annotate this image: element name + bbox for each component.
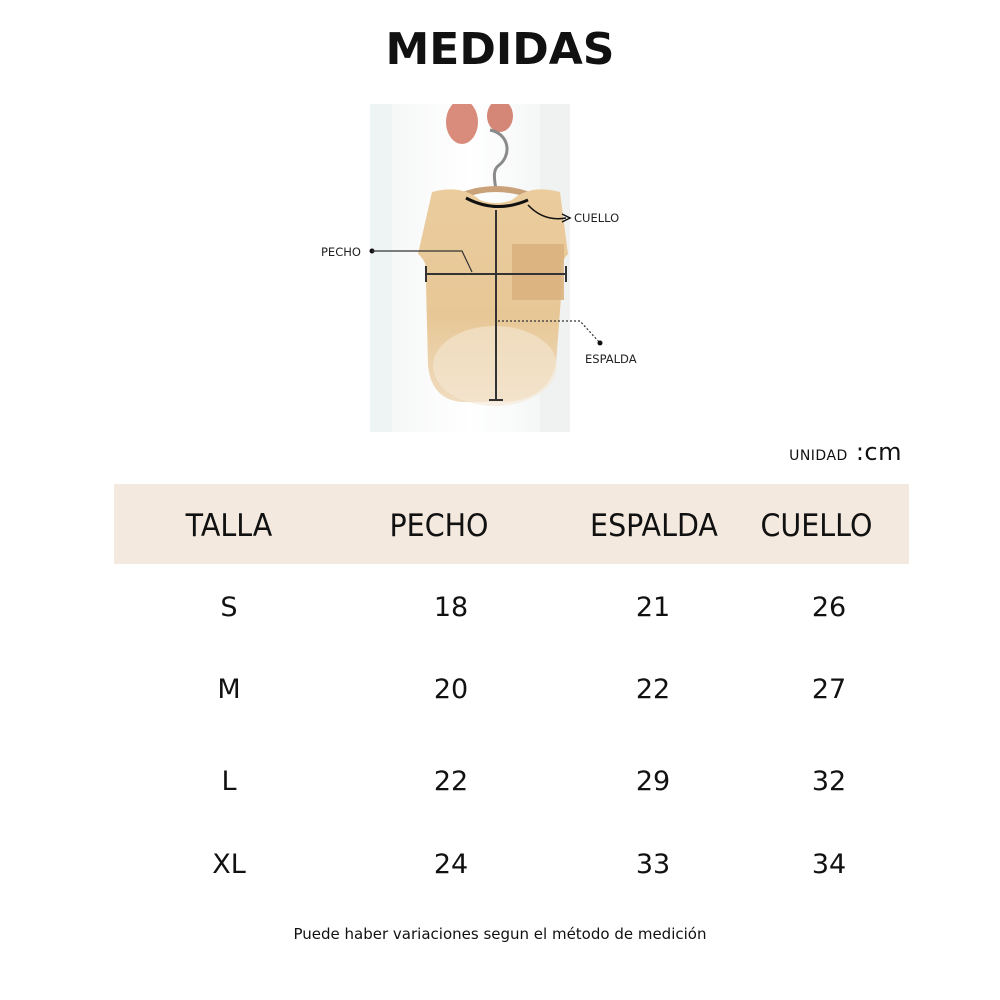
header-pecho: PECHO [389, 508, 489, 544]
cell-espalda: 33 [635, 849, 671, 880]
cell-cuello: 32 [811, 766, 847, 797]
header-cuello: CUELLO [760, 508, 873, 544]
header-talla: TALLA [185, 508, 273, 544]
table-row [114, 660, 909, 720]
label-cuello: CUELLO [574, 211, 620, 225]
unit-label: UNIDAD [789, 448, 848, 464]
unit-value: :cm [855, 438, 902, 466]
cell-pecho: 22 [433, 766, 469, 797]
cell-cuello: 27 [811, 674, 847, 705]
table-row [114, 835, 909, 895]
cell-size: M [217, 674, 241, 705]
product-photo [370, 104, 570, 432]
cell-cuello: 34 [811, 849, 847, 880]
unit-indicator [789, 438, 902, 466]
cell-cuello: 26 [811, 592, 847, 623]
label-pecho: PECHO [321, 245, 361, 259]
cell-espalda: 22 [635, 674, 671, 705]
cell-size: L [221, 766, 237, 797]
label-espalda: ESPALDA [585, 352, 637, 366]
cell-espalda: 29 [635, 766, 671, 797]
cell-espalda: 21 [635, 592, 671, 623]
cell-pecho: 18 [433, 592, 469, 623]
page-title: MEDIDAS [385, 24, 615, 75]
measurement-note: Puede haber variaciones segun el método de medición [293, 925, 707, 943]
header-espalda: ESPALDA [590, 508, 718, 544]
cell-pecho: 20 [433, 674, 469, 705]
dog-shirt-image [370, 104, 570, 432]
table-row [114, 578, 909, 638]
size-table-header [114, 484, 909, 564]
cell-size: S [220, 592, 238, 623]
cell-size: XL [212, 849, 246, 880]
cell-pecho: 24 [433, 849, 469, 880]
table-row [114, 752, 909, 812]
